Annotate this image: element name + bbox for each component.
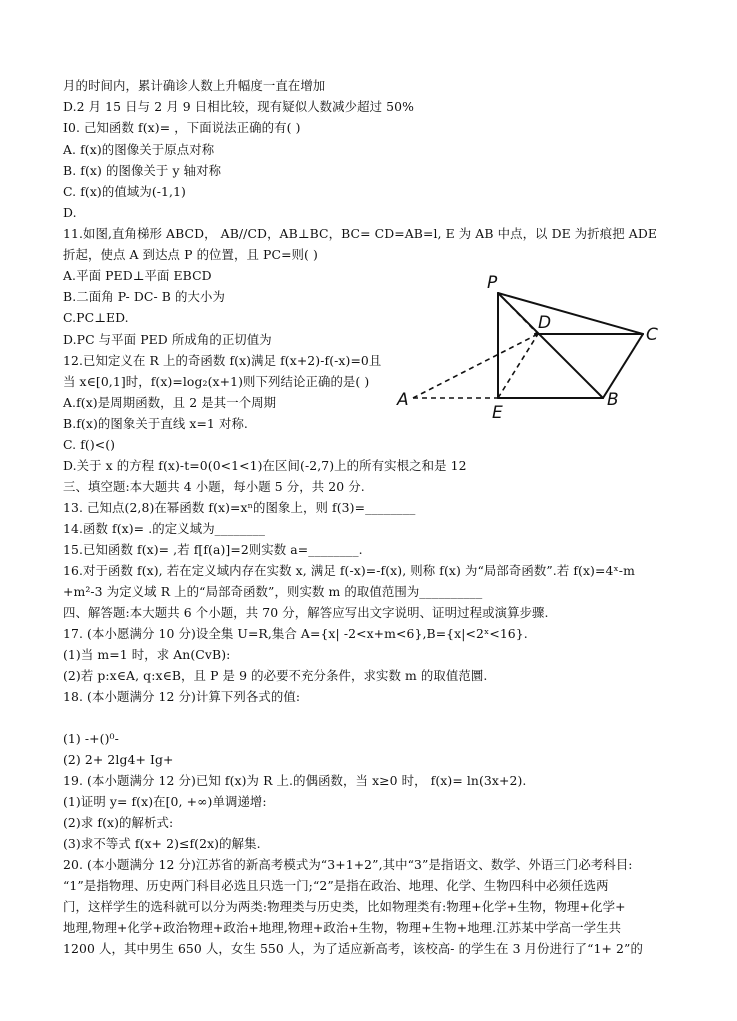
edge-bc — [603, 334, 643, 398]
text-line: C. f()<() — [63, 437, 116, 452]
text-line: 门，这样学生的选科就可以分为两类:物理类与历史类，比如物理类有:物理+化学+生物，物理+化学+ — [63, 899, 626, 914]
text-line: 13. 己知点(2,8)在幂函数 f(x)=xⁿ的图象上，则 f(3)=________ — [63, 500, 416, 515]
text-line: D.2 月 15 日与 2 月 9 日相比较，现有疑似人数减少超过 50% — [63, 99, 415, 114]
text-line: 19. (本小题满分 12 分)已知 f(x)为 R 上.的偶函数，当 x≥0 时， f(x)= ln(3x+2). — [63, 773, 527, 788]
text-line: I0. 己知函数 f(x)= ，下面说法正确的有( ) — [63, 120, 301, 135]
text-line: (2)若 p:x∈A, q:x∈B，且 P 是 9 的必要不充分条件，求实数 m 的取值范圜. — [63, 668, 488, 683]
text-line: C. f(x)的值域为(-1,1) — [63, 184, 186, 199]
text-line: “1”是指物理、历史两门科目必选且只选一门;“2”是指在政治、地理、化学、生物四科中必须任选两 — [63, 878, 609, 893]
label-d: D — [538, 313, 552, 333]
text-line: (1)证明 y= f(x)在[0, +∞)单调递增: — [63, 794, 267, 809]
label-a: A — [397, 390, 409, 410]
label-p: P — [487, 273, 498, 293]
label-b: B — [607, 390, 619, 410]
text-line: (2) 2+ 2lg4+ Ig+ — [63, 752, 174, 767]
text-line: 11.如图,直角梯形 ABCD， AB//CD，AB⊥BC，BC= CD=AB=l, E 为 AB 中点，以 DE 为折痕把 ADE — [63, 226, 658, 241]
text-line: 1200 人，其中男生 650 人，女生 550 人，为了适应新高考，该校高- 的学生在 3 月份进行了“1+ 2”的 — [63, 941, 643, 956]
text-line: 四、解答题:本大题共 6 个小题，共 70 分，解答应写出文字说明、证明过程或演算步骤. — [63, 605, 549, 620]
text-line: 三、填空题:本大题共 4 小题，每小题 5 分，共 20 分. — [63, 479, 365, 494]
text-line: D. — [63, 205, 77, 220]
label-e: E — [492, 403, 503, 423]
text-line: B.f(x)的图象关于直线 x=1 对称. — [63, 416, 248, 431]
label-c: C — [646, 325, 658, 345]
text-line: 当 x∈[0,1]时，f(x)=log₂(x+1)则下列结论正确的是( ) — [63, 374, 370, 389]
text-line: D.关于 x 的方程 f(x)-t=0(0<1<1)在区间(-2,7)上的所有实根之和是 12 — [63, 458, 467, 473]
text-line: 月的时间内，累计确诊人数上升幅度一直在增加 — [63, 78, 326, 93]
geometry-figure — [395, 268, 665, 423]
text-line: 15.已知函数 f(x)= ,若 f[f(a)]=2则实数 a=________. — [63, 542, 363, 557]
text-line: A. f(x)的图像关于原点对称 — [63, 142, 215, 157]
text-line: 16.对于函数 f(x), 若在定义域内存在实数 x, 满足 f(-x)=-f(x), 则称 f(x) 为“局部奇函数”.若 f(x)=4ˣ-m — [63, 563, 635, 578]
text-line: (3)求不等式 f(x+ 2)≤f(2x)的解集. — [63, 836, 261, 851]
folded-trapezoid-diagram — [395, 268, 665, 423]
text-line: B.二面角 P- DC- B 的大小为 — [63, 289, 225, 304]
text-line: (2)求 f(x)的解析式: — [63, 815, 174, 830]
text-line: C.PC⊥ED. — [63, 310, 129, 325]
dashed-ad — [413, 334, 538, 398]
text-line: 17. (本小愿满分 10 分)设全集 U=R,集合 A={x| -2<x+m<6},B={x|<2ˣ<16}. — [63, 626, 528, 641]
text-line: D.PC 与平面 PED 所成角的正切值为 — [63, 332, 272, 347]
text-line: 18. (本小题满分 12 分)计算下列各式的值: — [63, 689, 301, 704]
text-line: 12.已知定义在 R 上的奇函数 f(x)满足 f(x+2)-f(-x)=0且 — [63, 353, 382, 368]
text-line: 地理,物理+化学+政治物理+政治+地理,物理+政治+生物，物理+生物+地理.江苏某中学高一学生共 — [63, 920, 622, 935]
text-line: +m²-3 为定义域 R 上的“局部奇函数”，则实数 m 的取值范围为__________ — [63, 584, 483, 599]
text-line: B. f(x) 的图像关于 y 轴对称 — [63, 163, 222, 178]
text-line: (1) -+()⁰- — [63, 731, 119, 746]
text-line: A.f(x)是周期函数，且 2 是其一个周期 — [63, 395, 277, 410]
text-line: A.平面 PED⊥平面 EBCD — [63, 268, 212, 283]
text-line: 14.函数 f(x)= .的定义域为________ — [63, 521, 266, 536]
text-line: (1)当 m=1 时，求 An(CvB): — [63, 647, 231, 662]
text-line: 20. (本小题满分 12 分)江苏省的新高考模式为“3+1+2”,其中“3”是指语文、数学、外语三门必考科目: — [63, 857, 633, 872]
text-line: 折起，使点 A 到达点 P 的位置，且 PC=则( ) — [63, 247, 318, 262]
